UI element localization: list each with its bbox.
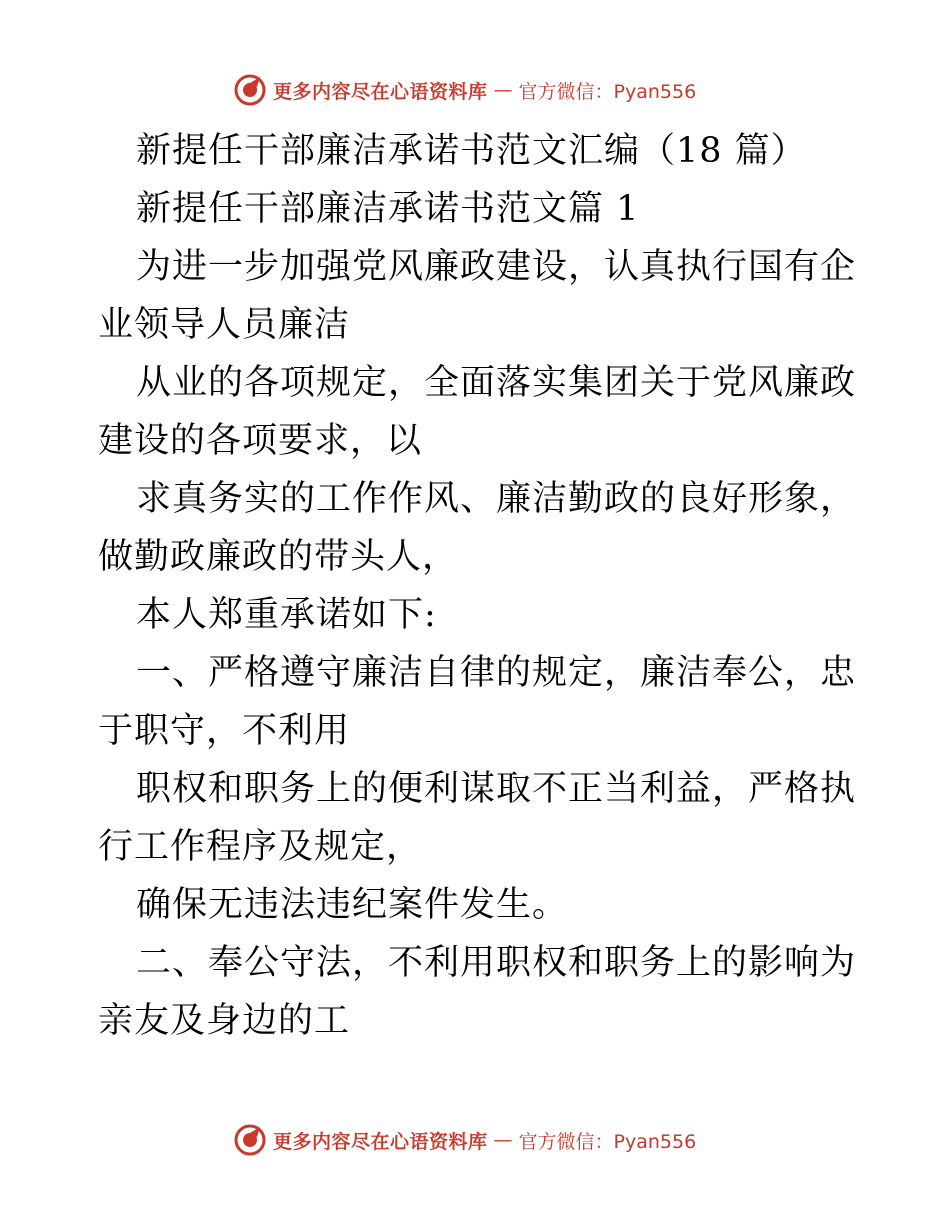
watermark-brand-text: 更多内容尽在心语资料库 — [273, 80, 488, 103]
document-title: 新提任干部廉洁承诺书范文汇编（18 篇） — [136, 131, 807, 171]
paragraph: 确保无违法违纪案件发生。 — [136, 885, 569, 925]
paragraph: 从业的各项规定，全面落实集团关于党风廉政建设的各项要求，以 — [98, 363, 857, 461]
section-heading: 新提任干部廉洁承诺书范文篇 1 — [136, 189, 640, 229]
paragraph: 求真务实的工作作风、廉洁勤政的良好形象，做勤政廉政的带头人， — [98, 479, 857, 577]
paragraph: 一、严格遵守廉洁自律的规定，廉洁奉公，忠于职守，不利用 — [98, 653, 857, 751]
watermark-contact-text: 官方微信：Pyan556 — [518, 1130, 697, 1153]
seal-logo-icon — [233, 73, 267, 107]
watermark-dash: — — [493, 79, 513, 101]
seal-logo-icon — [233, 1123, 267, 1157]
watermark-brand-text: 更多内容尽在心语资料库 — [273, 1130, 488, 1153]
paragraph: 为进一步加强党风廉政建设，认真执行国有企业领导人员廉洁 — [98, 247, 857, 345]
document-body — [98, 122, 858, 1050]
paragraph: 二、奉公守法，不利用职权和职务上的影响为亲友及身边的工 — [98, 943, 857, 1041]
paragraph: 本人郑重承诺如下: — [136, 595, 437, 635]
footer-watermark — [233, 1120, 696, 1160]
watermark-contact-text: 官方微信：Pyan556 — [518, 80, 697, 103]
paragraph: 职权和职务上的便利谋取不正当利益，严格执行工作程序及规定， — [98, 769, 857, 867]
header-watermark — [233, 70, 696, 110]
watermark-dash: — — [493, 1129, 513, 1151]
